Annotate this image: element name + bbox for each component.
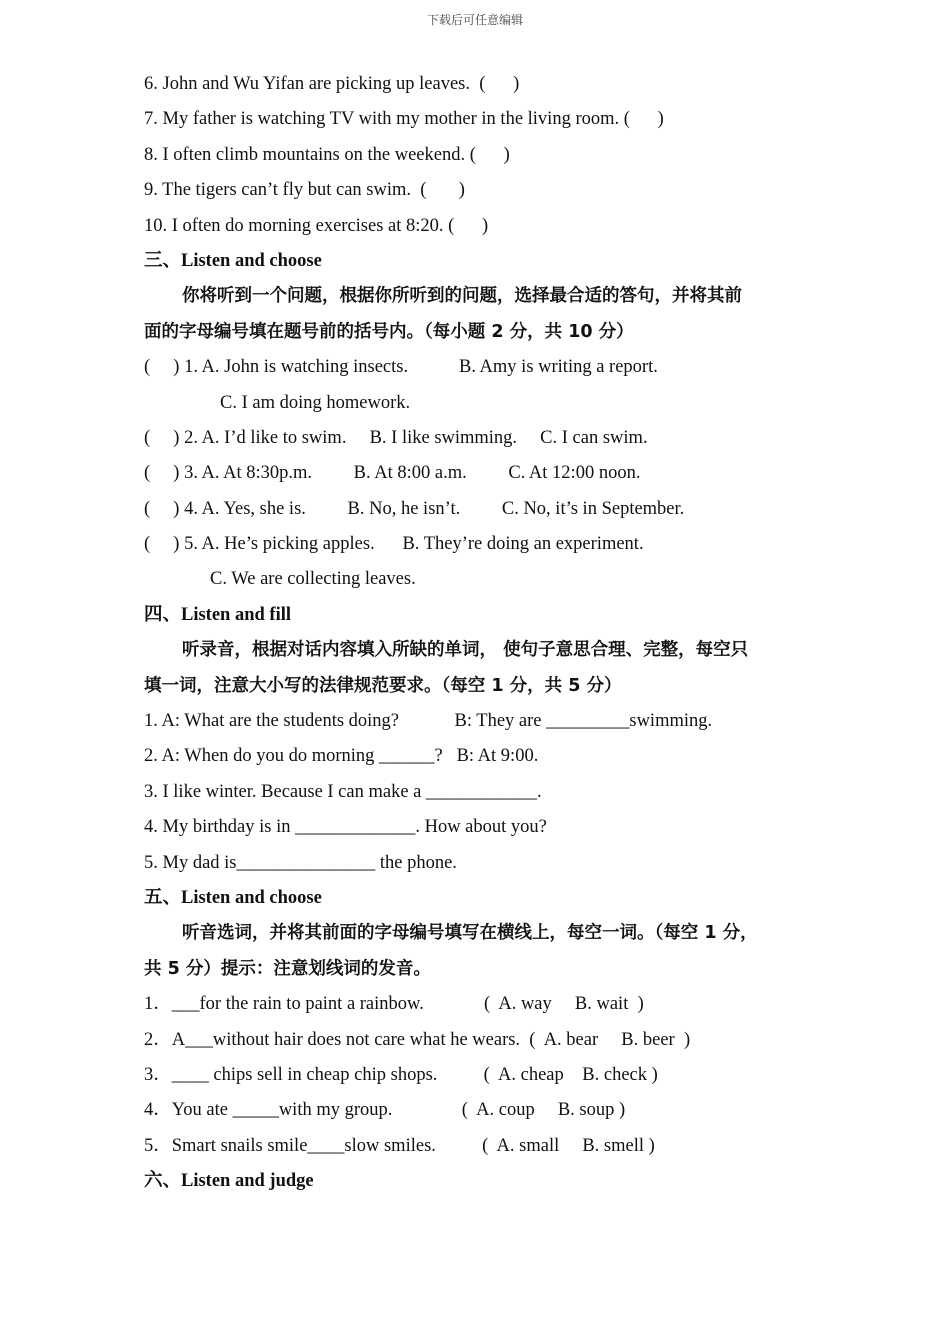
judge-item-6: 6. John and Wu Yifan are picking up leaves. ( ) bbox=[144, 74, 520, 94]
fill-question-5: 5. My dad is_______________ the phone. bbox=[144, 852, 457, 873]
choice-question-2: ( ) 2. A. I’d like to swim. B. I like swimming. C. I can swim. bbox=[144, 427, 648, 448]
judge-item-7: 7. My father is watching TV with my mother in the living room. ( ) bbox=[144, 109, 664, 130]
judge-item-8: 8. I often climb mountains on the weekend. ( ) bbox=[144, 144, 510, 165]
section-4-instruction-line-2: 填一词，注意大小写的法律规范要求。（每空 1 分，共 5 分） bbox=[144, 675, 622, 696]
section-6-heading: 六、Listen and judge bbox=[144, 1171, 314, 1192]
word-choice-question-4: 4．You ate _____with my group. ( A. coup B. soup ) bbox=[144, 1100, 626, 1121]
choice-question-1: ( ) 1. A. John is watching insects. B. Amy is writing a report. bbox=[144, 357, 658, 378]
section-5-heading: 五、Listen and choose bbox=[144, 887, 322, 908]
section-3-instruction-line-1: 你将听到一个问题，根据你所听到的问题，选择最合适的答句，并将其前 bbox=[182, 286, 742, 307]
choice-question-5: ( ) 5. A. He’s picking apples. B. They’re doing an experiment. bbox=[144, 534, 644, 555]
section-3-heading: 三、Listen and choose bbox=[144, 250, 322, 271]
word-choice-question-3: 3．____ chips sell in cheap chip shops. ( A. cheap B. check ) bbox=[144, 1064, 658, 1085]
section-4-heading: 四、Listen and fill bbox=[144, 604, 291, 625]
word-choice-question-2: 2．A___without hair does not care what he wears. ( A. bear B. beer ) bbox=[144, 1029, 691, 1050]
word-choice-question-5: 5．Smart snails smile____slow smiles. ( A. small B. smell ) bbox=[144, 1135, 655, 1156]
choice-question-3: ( ) 3. A. At 8:30p.m. B. At 8:00 a.m. C. At 12:00 noon. bbox=[144, 463, 641, 484]
document-body bbox=[144, 67, 844, 1200]
choice-question-1-option-c: C. I am doing homework. bbox=[220, 392, 411, 413]
section-5-instruction-line-1: 听音选词，并将其前面的字母编号填写在横线上，每空一词。（每空 1 分， bbox=[182, 923, 758, 944]
section-5-instruction-line-2: 共 5 分）提示：注意划线词的发音。 bbox=[144, 958, 431, 979]
choice-question-4: ( ) 4. A. Yes, she is. B. No, he isn’t. C. No, it’s in September. bbox=[144, 498, 685, 519]
judge-item-9: 9. The tigers can’t fly but can swim. ( ) bbox=[144, 180, 465, 201]
section-3-instruction-line-2: 面的字母编号填在题号前的括号内。（每小题 2 分，共 10 分） bbox=[144, 321, 634, 342]
fill-question-2: 2. A: When do you do morning ______? B: At 9:00. bbox=[144, 746, 539, 767]
judge-item-10: 10. I often do morning exercises at 8:20. ( ) bbox=[144, 215, 489, 236]
fill-question-1: 1. A: What are the students doing? B: They are _________swimming. bbox=[144, 711, 713, 732]
section-4-instruction-line-1: 听录音，根据对话内容填入所缺的单词， 使句子意思合理、完整，每空只 bbox=[182, 640, 749, 661]
page-header: 下载后可任意编辑 bbox=[426, 13, 523, 27]
word-choice-question-1: 1．___for the rain to paint a rainbow. ( A. way B. wait ) bbox=[144, 994, 644, 1015]
fill-question-3: 3. I like winter. Because I can make a ____________. bbox=[144, 781, 542, 802]
choice-question-5-option-c: C. We are collecting leaves. bbox=[210, 569, 416, 590]
fill-question-4: 4. My birthday is in _____________. How about you? bbox=[144, 817, 547, 838]
